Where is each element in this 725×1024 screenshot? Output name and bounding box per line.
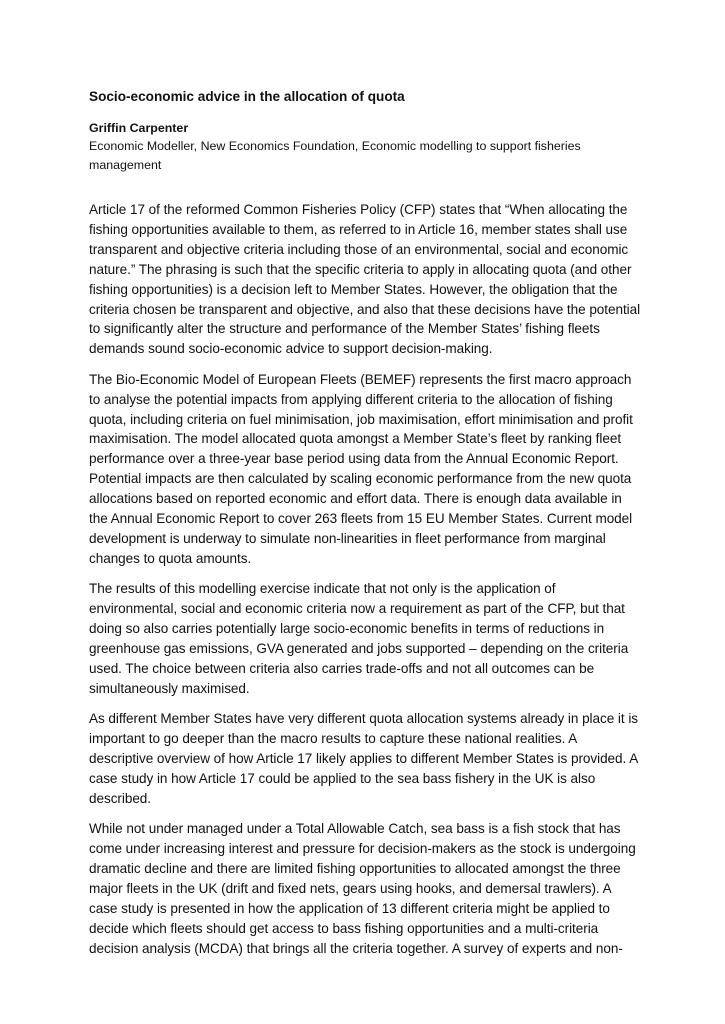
author-name: Griffin Carpenter bbox=[89, 121, 189, 135]
body-paragraph: Article 17 of the reformed Common Fisheries Policy (CFP) states that “When allocating the fishing opportunities available to them, as referred to in Article 16, member states shall use transparent and objective criteria including those of an environmental, social and economic nature.” The phrasing is such that the specific criteria to apply in allocating quota (and other fishing opportunities) is a decision left to Member States. However, the obligation that the criteria chosen be transparent and objective, and also that these decisions have the potential to significantly alter the structure and performance of the Member States’ fishing fleets demands sound socio-economic advice to support decision-making. bbox=[89, 202, 641, 357]
body-paragraph: While not under managed under a Total Allowable Catch, sea bass is a fish stock that has come under increasing interest and pressure for decision-makers as the stock is undergoing dramatic decline and there are limited fishing opportunities to allocated amongst the three major fleets in the UK (drift and fixed nets, gears using hooks, and demersal trawlers). A case study is presented in how the application of 13 different criteria might be applied to decide which fleets should get access to bass fishing opportunities and a multi-criteria decision analysis (MCDA) that brings all the criteria together. A survey of experts and non- bbox=[89, 821, 636, 956]
body-paragraph: The Bio-Economic Model of European Fleets (BEMEF) represents the first macro approach to analyse the potential impacts from applying different criteria to the allocation of fishing quota, including criteria on fuel minimisation, job maximisation, effort minimisation and profit maximisation. The model allocated quota amongst a Member State’s fleet by ranking fleet performance over a three-year base period using data from the Annual Economic Report. Potential impacts are then calculated by scaling economic performance from the new quota allocations based on reported economic and effort data. There is enough data available in the Annual Economic Report to cover 263 fleets from 15 EU Member States. Current model development is underway to simulate non-linearities in fleet performance from marginal changes to quota amounts. bbox=[89, 371, 633, 566]
author-affiliation: Economic Modeller, New Economics Foundation, Economic modelling to support fisheries management bbox=[89, 139, 581, 172]
body-paragraph: The results of this modelling exercise indicate that not only is the application of environmental, social and economic criteria now a requirement as part of the CFP, but that doing so also carries potentially large socio-economic benefits in terms of reductions in greenhouse gas emissions, GVA generated and jobs supported – depending on the criteria used. The choice between criteria also carries trade-offs and not all outcomes can be simultaneously maximised. bbox=[89, 581, 629, 696]
body-paragraph: As different Member States have very different quota allocation systems already in place it is important to go deeper than the macro results to capture these national realities. A descriptive overview of how Article 17 likely applies to different Member States is provided. A case study in how Article 17 could be applied to the sea bass fishery in the UK is also described. bbox=[89, 711, 638, 806]
document-page bbox=[89, 88, 641, 969]
document-title: Socio-economic advice in the allocation of quota bbox=[89, 89, 405, 104]
